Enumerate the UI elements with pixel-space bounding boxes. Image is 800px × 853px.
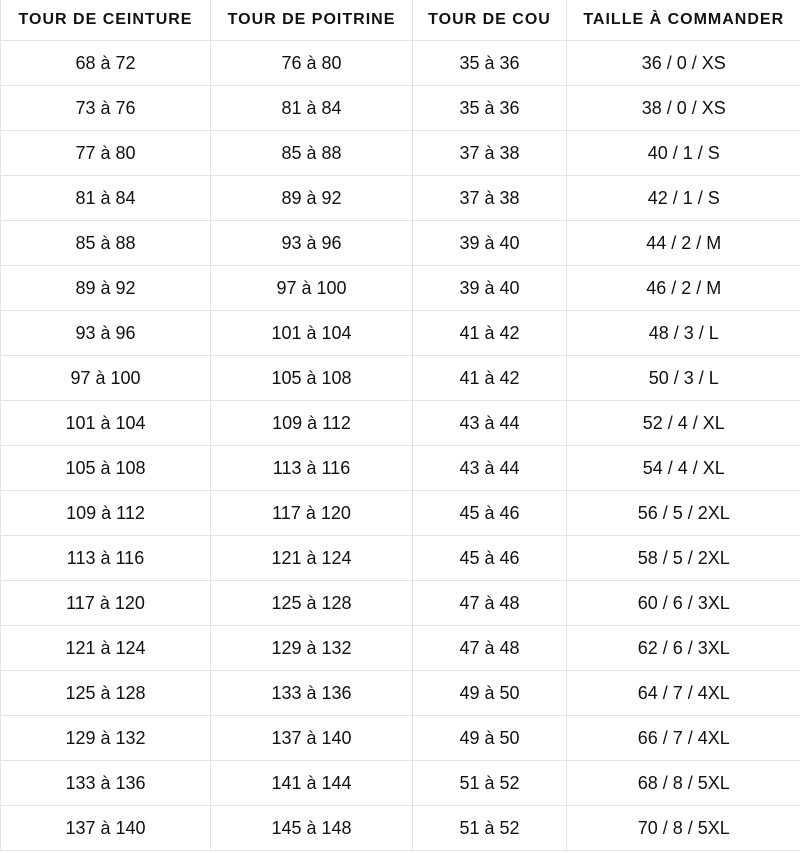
chest-cell: 141 à 144 bbox=[211, 761, 413, 806]
chest-cell: 81 à 84 bbox=[211, 86, 413, 131]
table-row bbox=[1, 221, 800, 266]
neck-cell: 41 à 42 bbox=[413, 356, 567, 401]
waist-cell: 117 à 120 bbox=[1, 581, 211, 626]
neck-cell: 51 à 52 bbox=[413, 806, 567, 851]
header-tour-de-cou: TOUR DE COU bbox=[413, 0, 567, 41]
size-cell: 70 / 8 / 5XL bbox=[567, 806, 800, 851]
neck-cell: 49 à 50 bbox=[413, 671, 567, 716]
waist-cell: 89 à 92 bbox=[1, 266, 211, 311]
waist-cell: 109 à 112 bbox=[1, 491, 211, 536]
chest-cell: 133 à 136 bbox=[211, 671, 413, 716]
waist-cell: 121 à 124 bbox=[1, 626, 211, 671]
table-row bbox=[1, 491, 800, 536]
waist-cell: 93 à 96 bbox=[1, 311, 211, 356]
neck-cell: 45 à 46 bbox=[413, 536, 567, 581]
waist-cell: 73 à 76 bbox=[1, 86, 211, 131]
size-cell: 36 / 0 / XS bbox=[567, 41, 800, 86]
header-taille-a-commander: TAILLE À COMMANDER bbox=[567, 0, 800, 41]
table-row bbox=[1, 536, 800, 581]
table-row bbox=[1, 761, 800, 806]
chest-cell: 76 à 80 bbox=[211, 41, 413, 86]
neck-cell: 51 à 52 bbox=[413, 761, 567, 806]
neck-cell: 47 à 48 bbox=[413, 581, 567, 626]
neck-cell: 47 à 48 bbox=[413, 626, 567, 671]
chest-cell: 113 à 116 bbox=[211, 446, 413, 491]
neck-cell: 43 à 44 bbox=[413, 446, 567, 491]
size-cell: 40 / 1 / S bbox=[567, 131, 800, 176]
header-row bbox=[1, 0, 800, 41]
chest-cell: 105 à 108 bbox=[211, 356, 413, 401]
waist-cell: 97 à 100 bbox=[1, 356, 211, 401]
neck-cell: 43 à 44 bbox=[413, 401, 567, 446]
waist-cell: 68 à 72 bbox=[1, 41, 211, 86]
chest-cell: 121 à 124 bbox=[211, 536, 413, 581]
waist-cell: 137 à 140 bbox=[1, 806, 211, 851]
table-row bbox=[1, 671, 800, 716]
size-cell: 66 / 7 / 4XL bbox=[567, 716, 800, 761]
waist-cell: 125 à 128 bbox=[1, 671, 211, 716]
waist-cell: 105 à 108 bbox=[1, 446, 211, 491]
size-cell: 52 / 4 / XL bbox=[567, 401, 800, 446]
table-row bbox=[1, 86, 800, 131]
chest-cell: 125 à 128 bbox=[211, 581, 413, 626]
table-row bbox=[1, 356, 800, 401]
size-cell: 38 / 0 / XS bbox=[567, 86, 800, 131]
table-row bbox=[1, 266, 800, 311]
size-cell: 60 / 6 / 3XL bbox=[567, 581, 800, 626]
header-tour-de-ceinture: TOUR DE CEINTURE bbox=[1, 0, 211, 41]
neck-cell: 35 à 36 bbox=[413, 86, 567, 131]
size-chart-body bbox=[1, 41, 800, 851]
waist-cell: 77 à 80 bbox=[1, 131, 211, 176]
neck-cell: 39 à 40 bbox=[413, 221, 567, 266]
chest-cell: 97 à 100 bbox=[211, 266, 413, 311]
table-row bbox=[1, 446, 800, 491]
size-chart-header bbox=[1, 0, 800, 41]
chest-cell: 101 à 104 bbox=[211, 311, 413, 356]
neck-cell: 41 à 42 bbox=[413, 311, 567, 356]
chest-cell: 89 à 92 bbox=[211, 176, 413, 221]
table-row bbox=[1, 716, 800, 761]
size-cell: 56 / 5 / 2XL bbox=[567, 491, 800, 536]
waist-cell: 133 à 136 bbox=[1, 761, 211, 806]
neck-cell: 37 à 38 bbox=[413, 131, 567, 176]
waist-cell: 113 à 116 bbox=[1, 536, 211, 581]
waist-cell: 129 à 132 bbox=[1, 716, 211, 761]
table-row bbox=[1, 131, 800, 176]
neck-cell: 45 à 46 bbox=[413, 491, 567, 536]
neck-cell: 39 à 40 bbox=[413, 266, 567, 311]
table-row bbox=[1, 626, 800, 671]
table-row bbox=[1, 581, 800, 626]
chest-cell: 93 à 96 bbox=[211, 221, 413, 266]
size-cell: 54 / 4 / XL bbox=[567, 446, 800, 491]
chest-cell: 85 à 88 bbox=[211, 131, 413, 176]
table-row bbox=[1, 41, 800, 86]
size-cell: 68 / 8 / 5XL bbox=[567, 761, 800, 806]
size-cell: 50 / 3 / L bbox=[567, 356, 800, 401]
neck-cell: 37 à 38 bbox=[413, 176, 567, 221]
neck-cell: 49 à 50 bbox=[413, 716, 567, 761]
table-row bbox=[1, 311, 800, 356]
size-cell: 64 / 7 / 4XL bbox=[567, 671, 800, 716]
waist-cell: 101 à 104 bbox=[1, 401, 211, 446]
header-tour-de-poitrine: TOUR DE POITRINE bbox=[211, 0, 413, 41]
size-cell: 42 / 1 / S bbox=[567, 176, 800, 221]
chest-cell: 117 à 120 bbox=[211, 491, 413, 536]
chest-cell: 109 à 112 bbox=[211, 401, 413, 446]
waist-cell: 81 à 84 bbox=[1, 176, 211, 221]
table-row bbox=[1, 176, 800, 221]
size-cell: 58 / 5 / 2XL bbox=[567, 536, 800, 581]
table-row bbox=[1, 806, 800, 851]
waist-cell: 85 à 88 bbox=[1, 221, 211, 266]
chest-cell: 129 à 132 bbox=[211, 626, 413, 671]
table-row bbox=[1, 401, 800, 446]
size-cell: 48 / 3 / L bbox=[567, 311, 800, 356]
chest-cell: 145 à 148 bbox=[211, 806, 413, 851]
size-cell: 46 / 2 / M bbox=[567, 266, 800, 311]
neck-cell: 35 à 36 bbox=[413, 41, 567, 86]
chest-cell: 137 à 140 bbox=[211, 716, 413, 761]
size-cell: 62 / 6 / 3XL bbox=[567, 626, 800, 671]
size-cell: 44 / 2 / M bbox=[567, 221, 800, 266]
